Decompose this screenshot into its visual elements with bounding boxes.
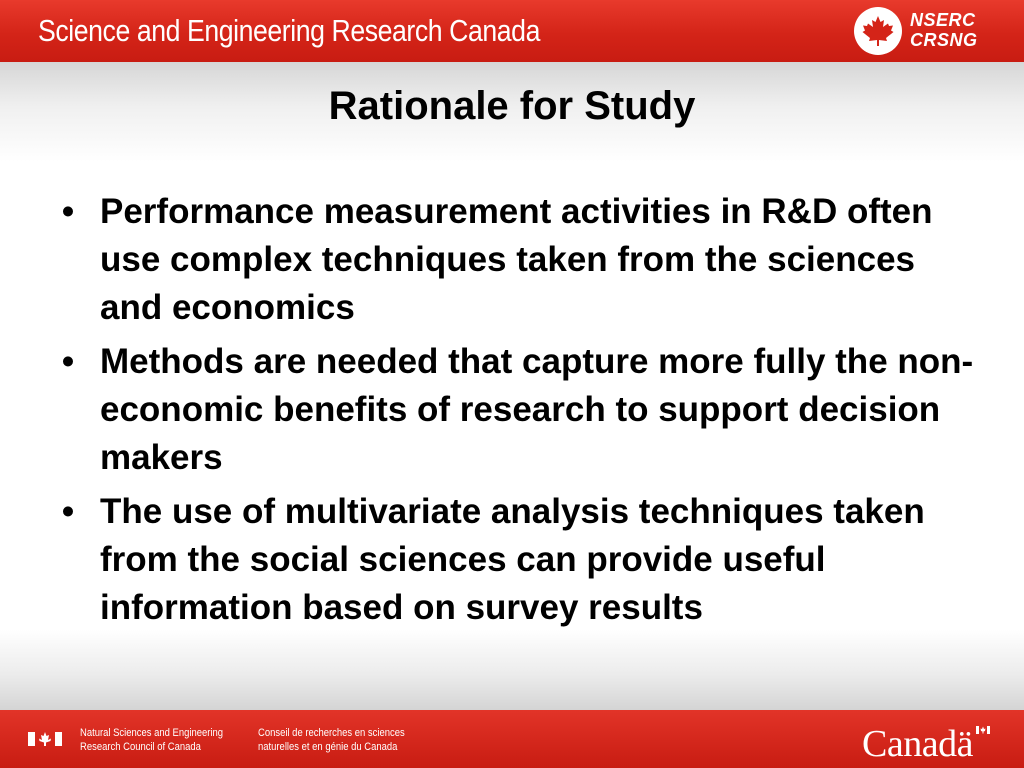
footer-fr-line2: naturelles et en génie du Canada <box>258 741 398 753</box>
bullet-text: Performance measurement activities in R&D often use complex techniques taken from the sciences and economics <box>100 192 933 327</box>
organization-title: Science and Engineering Research Canada <box>38 13 540 48</box>
header-banner <box>0 0 1024 62</box>
logo-text-crsng: CRSNG <box>910 30 978 50</box>
bullet-marker: • <box>61 492 75 531</box>
slide-title: Rationale for Study <box>328 84 696 128</box>
footer-english-name <box>80 726 223 754</box>
nserc-logo <box>852 6 1012 56</box>
bullet-marker: • <box>61 192 75 231</box>
canada-wordmark: Canadä <box>862 723 973 765</box>
bullet-text: The use of multivariate analysis techniques taken from the social sciences can provide useful information based on survey results <box>100 492 925 627</box>
footer-french-name <box>258 726 405 754</box>
bullet-item <box>58 488 978 632</box>
logo-text-nserc: NSERC <box>910 10 976 30</box>
bullet-item <box>58 338 978 482</box>
maple-leaf-icon <box>854 7 902 55</box>
bullet-text: Methods are needed that capture more fully the non-economic benefits of research to support decision makers <box>100 342 974 477</box>
bullet-item <box>58 188 978 332</box>
footer-fr-line1: Conseil de recherches en sciences <box>258 727 405 739</box>
wordmark-flag-icon <box>976 726 990 734</box>
canada-flag-icon <box>28 731 62 747</box>
bullet-list <box>58 188 978 638</box>
footer-gradient-band <box>0 630 1024 710</box>
footer-en-line1: Natural Sciences and Engineering <box>80 727 224 739</box>
footer-en-line2: Research Council of Canada <box>80 741 201 753</box>
footer-bar <box>0 710 1024 768</box>
bullet-marker: • <box>61 342 75 381</box>
